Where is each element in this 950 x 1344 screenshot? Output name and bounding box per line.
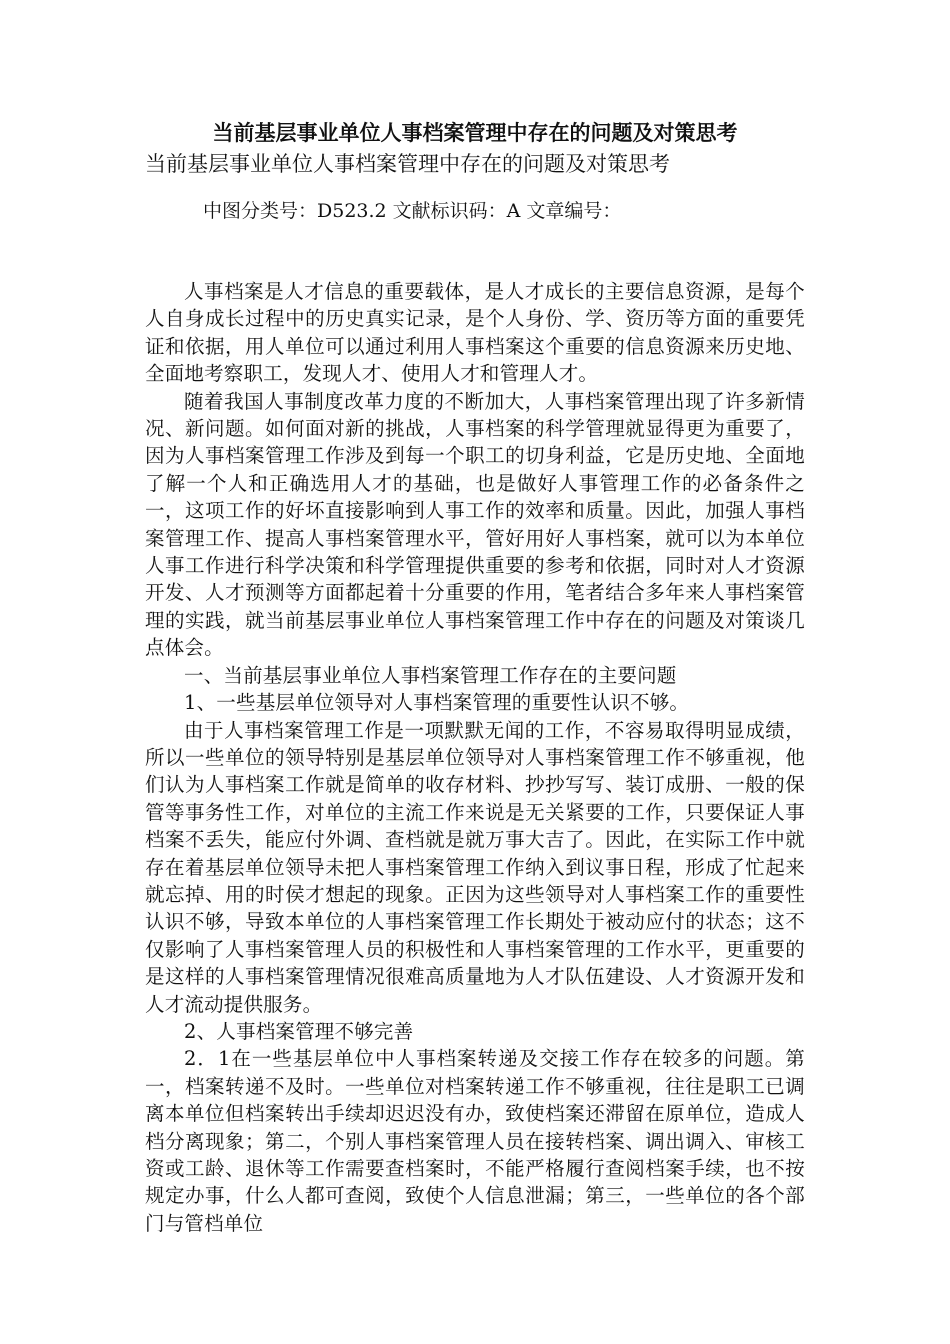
document-page <box>145 118 805 1237</box>
paragraph-background: 随着我国人事制度改革力度的不断加大，人事档案管理出现了许多新情况、新问题。如何面对新的挑战，人事档案的科学管理就显得更为重要了，因为人事档案管理工作涉及到每一个职工的切身利益，它是历史地、全面地了解一个人和正确选用人才的基础，也是做好人事管理工作的必备条件之一，这项工作的好坏直接影响到人事工作的效率和质量。因此，加强人事档案管理工作、提高人事档案管理水平，管好用好人事档案，就可以为本单位人事工作进行科学决策和科学管理提供重要的参考和依据，同时对人才资源开发、人才预测等方面都起着十分重要的作用，笔者结合多年来人事档案管理的实践，就当前基层事业单位人事档案管理工作中存在的问题及对策谈几点体会。 <box>145 389 805 660</box>
paragraph-intro: 人事档案是人才信息的重要载体，是人才成长的主要信息资源，是每个人自身成长过程中的历史真实记录，是个人身份、学、资历等方面的重要凭证和依据，用人单位可以通过利用人事档案这个重要的信息资源来历史地、全面地考察职工，发现人才、使用人才和管理人才。 <box>145 280 805 386</box>
document-body <box>145 278 805 1237</box>
document-subtitle: 当前基层事业单位人事档案管理中存在的问题及对策思考 <box>145 152 670 176</box>
document-title: 当前基层事业单位人事档案管理中存在的问题及对策思考 <box>212 120 738 145</box>
paragraph-transfer: 2．1在一些基层单位中人事档案转递及交接工作存在较多的问题。第一，档案转递不及时。一些单位对档案转递工作不够重视，往往是职工已调离本单位但档案转出手续却迟迟没有办，致使档案还滞留在原单位，造成人档分离现象；第二，个别人事档案管理人员在接转档案、调出调入、审核工资或工龄、退休等工作需要查档案时，不能严格履行查阅档案手续，也不按规定办事，什么人都可查阅，致使个人信息泄漏；第三，一些单位的各个部门与管档单位 <box>145 1047 805 1235</box>
section-heading-1: 一、当前基层事业单位人事档案管理工作存在的主要问题 <box>184 663 677 687</box>
subsection-heading-1: 1、一些基层单位领导对人事档案管理的重要性认识不够。 <box>184 691 690 715</box>
paragraph-leadership: 由于人事档案管理工作是一项默默无闻的工作，不容易取得明显成绩，所以一些单位的领导特别是基层单位领导对人事档案管理工作不够重视，他们认为人事档案工作就是简单的收存材料、抄抄写写、装订成册、一般的保管等事务性工作，对单位的主流工作来说是无关紧要的工作，只要保证人事档案不丢失，能应付外调、查档就是就万事大吉了。因此，在实际工作中就存在着基层单位领导未把人事档案管理工作纳入到议事日程，形成了忙起来就忘掉、用的时侯才想起的现象。正因为这些领导对人事档案工作的重要性认识不够，导致本单位的人事档案管理工作长期处于被动应付的状态；这不仅影响了人事档案管理人员的积极性和人事档案管理的工作水平，更重要的是这样的人事档案管理情况很难高质量地为人才队伍建设、人才资源开发和人才流动提供服务。 <box>145 718 805 1016</box>
subsection-heading-2: 2、人事档案管理不够完善 <box>184 1019 414 1043</box>
classification-line: 中图分类号：D523.2 文献标识码：A 文章编号： <box>203 200 622 222</box>
